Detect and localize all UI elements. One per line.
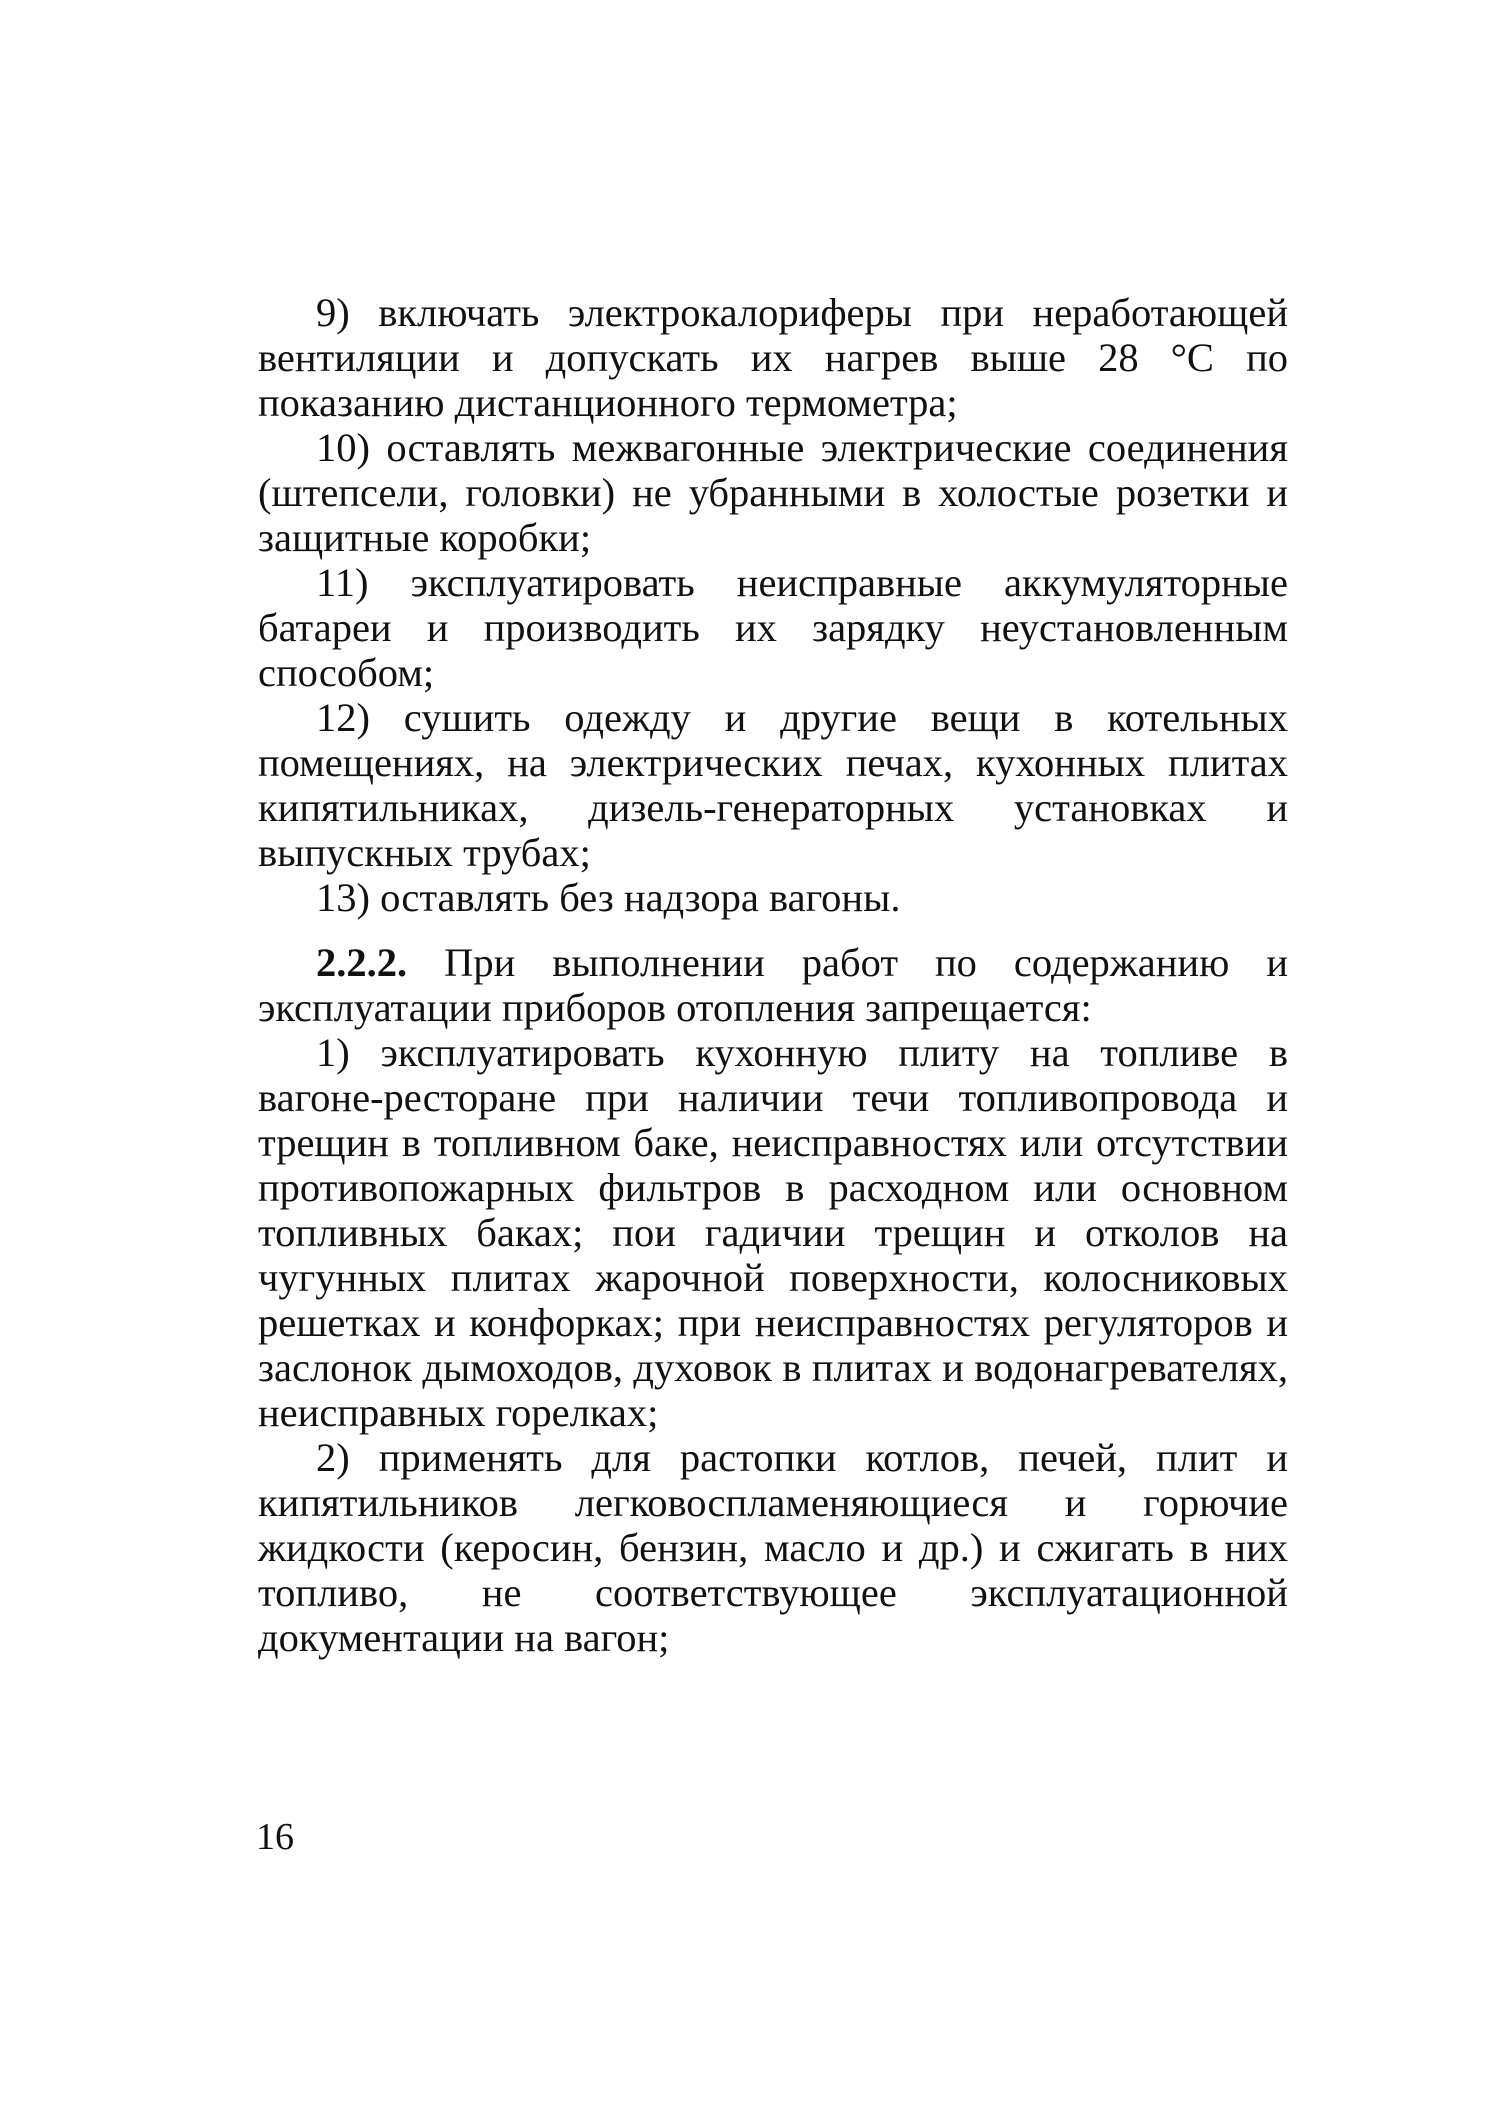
list-item-13 (258, 875, 1288, 920)
paragraph-text: 1) эксплуатировать кухонную плиту на топливе в вагоне-ресторане при наличии течи топливопровода и трещин в топливном баке, неисправностях или отсутствии противопожарных фильтров в расходном или основном топливных баках; пои гадичии трещин и отколов на чугунных плитах жарочной поверхности, колосниковых решетках и конфорках; при неисправностях регуляторов и заслонок дымоходов, духовок в плитах и водонагревателях, неисправных горелках; (258, 1030, 1288, 1435)
list-item-2 (258, 1435, 1288, 1660)
list-item-9 (258, 290, 1288, 425)
body-text (258, 290, 1288, 1660)
paragraph-text: 9) включать электрокалориферы при неработающей вентиляции и допускать их нагрев выше 28 °С по показанию дистанционного термометра; (258, 290, 1288, 425)
paragraph-text: 2) применять для растопки котлов, печей, плит и кипятильников легковоспламеняющиеся и горючие жидкости (керосин, бензин, масло и др.) и сжигать в них топливо, не соответствующее эксплуатационной документации на вагон; (258, 1435, 1288, 1660)
page-number: 16 (256, 1816, 294, 1858)
list-item-12 (258, 695, 1288, 875)
section-2-2-2 (258, 940, 1288, 1030)
list-item-10 (258, 425, 1288, 560)
paragraph-text: 10) оставлять межвагонные электрические соединения (штепсели, головки) не убранными в холостые розетки и защитные коробки; (258, 425, 1288, 560)
list-item-1 (258, 1030, 1288, 1435)
paragraph-text: 12) сушить одежду и другие вещи в котельных помещениях, на электрических печах, кухонных плитах кипятильниках, дизель-генераторных установках и выпускных трубах; (258, 695, 1288, 875)
list-item-11 (258, 560, 1288, 695)
section-number: 2.2.2. (316, 940, 408, 985)
paragraph-text: При выполнении работ по содержанию и эксплуатации приборов отопления запрещается: (258, 940, 1288, 1030)
paragraph-text: 13) оставлять без надзора вагоны. (316, 875, 901, 920)
paragraph-text: 11) эксплуатировать неисправные аккумуляторные батареи и производить их зарядку неустановленным способом; (258, 560, 1288, 695)
